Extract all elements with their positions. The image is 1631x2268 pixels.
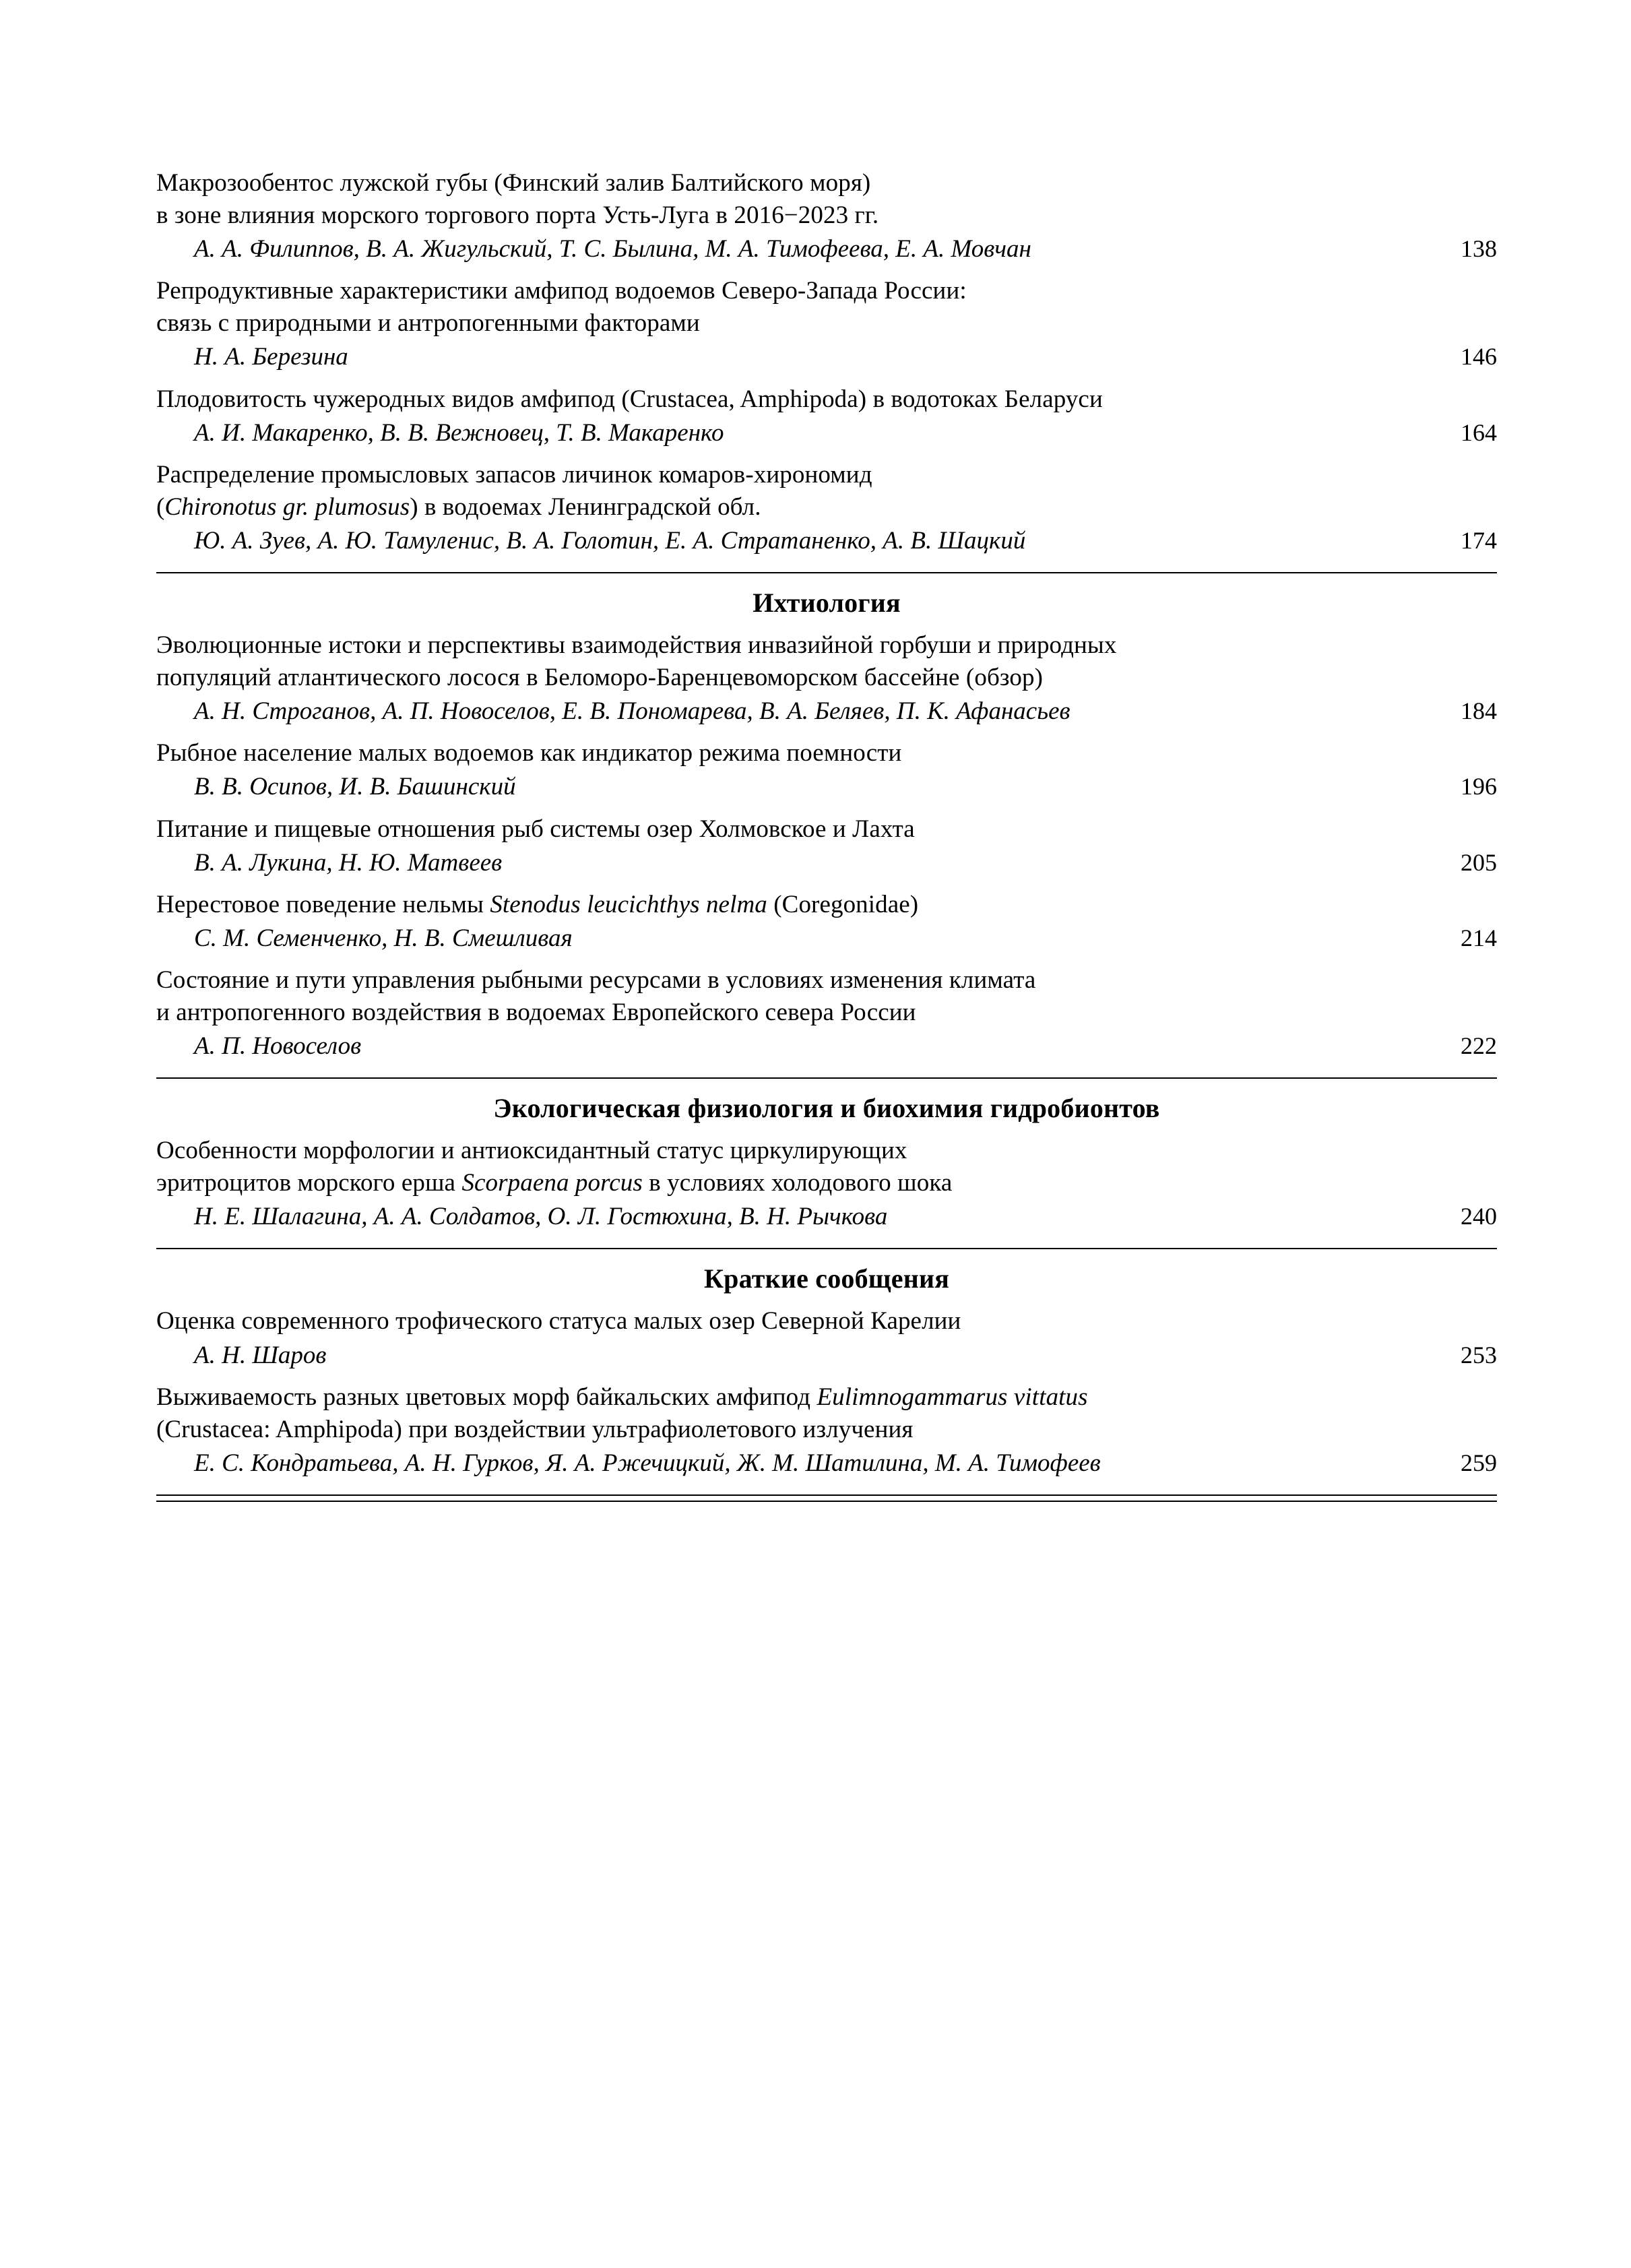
entry-title-line: Выживаемость разных цветовых морф байкальских амфипод Eulimnogammarus vittatus <box>156 1383 1088 1411</box>
entry-title-line: (Chironotus gr. plumosus) в водоемах Ленинградской обл. <box>156 493 761 521</box>
section-heading: Ихтиология <box>753 588 901 619</box>
entry-title-line: Оценка современного трофического статуса малых озер Северной Карелии <box>156 1307 961 1335</box>
entry-authors: Ю. А. Зуев, А. Ю. Тамуленис, В. А. Голотин, Е. А. Стратаненко, А. В. Шацкий <box>194 526 1026 555</box>
section-divider <box>156 1077 1497 1079</box>
entry-authors-row <box>156 922 1497 955</box>
entry-authors: Н. Е. Шалагина, А. А. Солдатов, О. Л. Гостюхина, В. Н. Рычкова <box>194 1203 888 1231</box>
toc-entry[interactable] <box>156 1305 1497 1371</box>
entry-authors: А. Н. Строганов, А. П. Новоселов, Е. В. Пономарева, В. А. Беляев, П. К. Афанасьев <box>194 697 1070 726</box>
entry-title-species: Eulimnogammarus vittatus <box>817 1383 1088 1411</box>
entry-authors-row <box>156 771 1497 803</box>
entry-title-line: Плодовитость чужеродных видов амфипод (Crustacea, Amphipoda) в водотоках Беларуси <box>156 385 1103 413</box>
entry-authors-row <box>156 1447 1497 1480</box>
section-divider <box>156 1248 1497 1249</box>
entry-page-number[interactable]: 174 <box>1461 526 1497 554</box>
toc-entry[interactable] <box>156 1381 1497 1480</box>
toc-entry[interactable] <box>156 813 1497 879</box>
entry-authors-row <box>156 1201 1497 1233</box>
entry-page-number[interactable]: 259 <box>1461 1449 1497 1476</box>
toc-entry[interactable] <box>156 275 1497 373</box>
entry-authors-row <box>156 1030 1497 1063</box>
entry-page-number[interactable]: 214 <box>1461 924 1497 951</box>
entry-authors-row <box>156 525 1497 557</box>
entry-title-line: Питание и пищевые отношения рыб системы озер Холмовское и Лахта <box>156 815 915 843</box>
entry-title-line: Репродуктивные характеристики амфипод водоемов Северо-Запада России: <box>156 277 967 305</box>
entry-title-species: Scorpaena porcus <box>461 1169 643 1197</box>
entry-authors-row <box>156 341 1497 373</box>
entry-title-line: Эволюционные истоки и перспективы взаимодействия инвазийной горбуши и природных <box>156 631 1117 660</box>
entry-authors: С. М. Семенченко, Н. В. Смешливая <box>194 924 573 952</box>
entry-authors: В. В. Осипов, И. В. Башинский <box>194 773 516 801</box>
entry-title-line: популяций атлантического лосося в Беломоро-Баренцевоморском бассейне (обзор) <box>156 664 1043 692</box>
toc-entry[interactable] <box>156 737 1497 803</box>
divider-line-top <box>156 1494 1497 1496</box>
entry-title-species: Chironotus gr. plumosus <box>164 493 410 521</box>
toc-bottom-divider <box>156 1494 1497 1502</box>
toc-entry[interactable] <box>156 889 1497 955</box>
entry-title-line: Особенности морфологии и антиоксидантный статус циркулирующих <box>156 1137 907 1165</box>
section-heading: Краткие сообщения <box>703 1263 950 1294</box>
entry-authors: А. Н. Шаров <box>194 1341 327 1369</box>
entry-page-number[interactable]: 205 <box>1461 848 1497 876</box>
toc-section-ecophysiology <box>156 1092 1497 1249</box>
entry-page-number[interactable]: 184 <box>1461 697 1497 725</box>
toc-entry[interactable] <box>156 1135 1497 1233</box>
entry-authors-row <box>156 233 1497 265</box>
entry-authors: Е. С. Кондратьева, А. Н. Гурков, Я. А. Ржечицкий, Ж. М. Шатилина, М. А. Тимофеев <box>194 1449 1101 1477</box>
entry-authors-row <box>156 1340 1497 1372</box>
entry-page-number[interactable]: 240 <box>1461 1203 1497 1230</box>
toc-entry[interactable] <box>156 167 1497 265</box>
entry-title-line: Распределение промысловых запасов личинок комаров-хирономид <box>156 460 872 489</box>
entry-page-number[interactable]: 222 <box>1461 1032 1497 1060</box>
entry-title-line: (Crustacea: Amphipoda) при воздействии ультрафиолетового излучения <box>156 1415 914 1443</box>
entry-authors-row <box>156 695 1497 728</box>
entry-title-line: в зоне влияния морского торгового порта Усть-Луга в 2016−2023 гг. <box>156 201 879 230</box>
toc-section-ichthyology <box>156 587 1497 1079</box>
entry-page-number[interactable]: 253 <box>1461 1341 1497 1368</box>
entry-authors-row <box>156 847 1497 879</box>
entry-title-line: эритроцитов морского ерша Scorpaena porcus в условиях холодового шока <box>156 1169 953 1197</box>
entry-page-number[interactable]: 196 <box>1461 773 1497 800</box>
entry-authors: В. А. Лукина, Н. Ю. Матвеев <box>194 848 503 877</box>
section-heading: Экологическая физиология и биохимия гидробионтов <box>493 1093 1160 1124</box>
table-of-contents <box>156 167 1497 1502</box>
entry-authors: А. И. Макаренко, В. В. Вежновец, Т. В. Макаренко <box>194 418 724 447</box>
entry-title-species: Stenodus leucichthys nelma <box>490 890 767 918</box>
entry-page-number[interactable]: 164 <box>1461 418 1497 446</box>
entry-authors: А. П. Новоселов <box>194 1032 362 1061</box>
entry-page-number[interactable]: 146 <box>1461 343 1497 371</box>
entry-title-line: Макрозообентос лужской губы (Финский залив Балтийского моря) <box>156 169 871 197</box>
entry-authors: Н. А. Березина <box>194 343 348 371</box>
section-divider <box>156 572 1497 573</box>
toc-section-short-communications <box>156 1263 1497 1501</box>
entry-authors-row <box>156 417 1497 449</box>
entry-title-line: связь с природными и антропогенными факторами <box>156 309 700 338</box>
divider-line-bottom <box>156 1501 1497 1502</box>
entry-title-line: и антропогенного воздействия в водоемах Европейского севера России <box>156 998 916 1026</box>
entry-title-line: Состояние и пути управления рыбными ресурсами в условиях изменения климата <box>156 966 1036 994</box>
entry-authors: А. А. Филиппов, В. А. Жигульский, Т. С. Былина, М. А. Тимофеева, Е. А. Мовчан <box>194 235 1031 263</box>
entry-page-number[interactable]: 138 <box>1461 235 1497 263</box>
toc-entry[interactable] <box>156 964 1497 1063</box>
toc-entry[interactable] <box>156 459 1497 557</box>
entry-title-line: Рыбное население малых водоемов как индикатор режима поемности <box>156 739 902 767</box>
entry-title-line: Нерестовое поведение нельмы Stenodus leucichthys nelma (Coregonidae) <box>156 890 919 918</box>
toc-entry[interactable] <box>156 629 1497 728</box>
toc-section-hydrobiology <box>156 167 1497 573</box>
toc-entry[interactable] <box>156 383 1497 449</box>
